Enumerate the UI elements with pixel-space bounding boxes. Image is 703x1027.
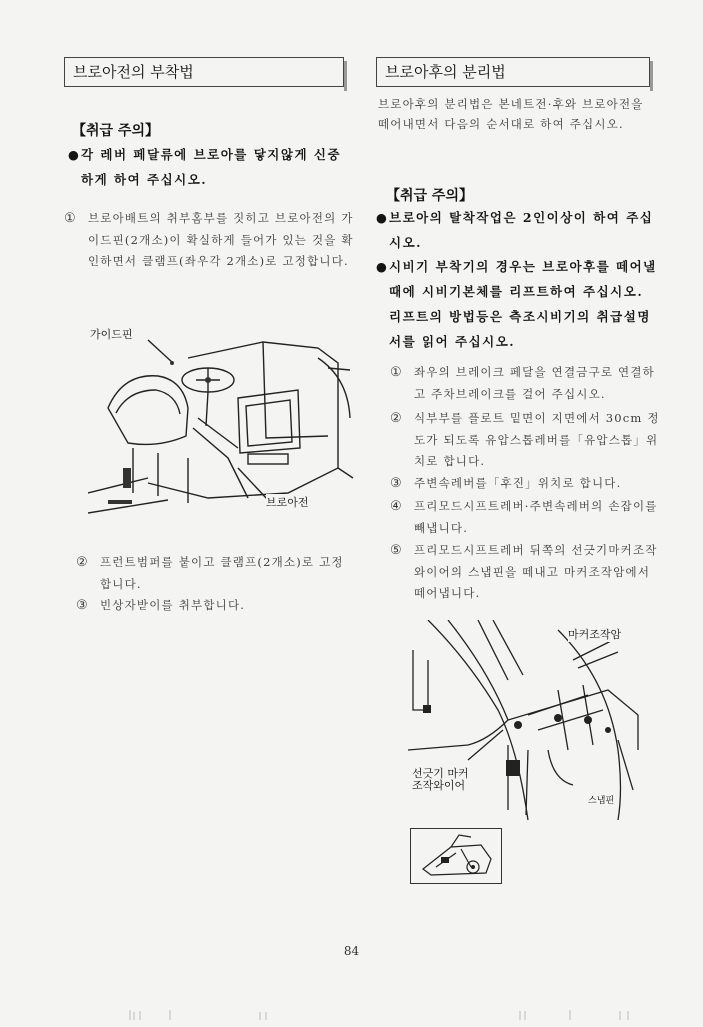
section-title-left: 브로아전의 부착법 [64, 57, 344, 87]
label-snap-pin: 스냅핀 [588, 793, 614, 806]
step-left-3: ③ 빈상자받이를 취부합니다. [76, 598, 246, 613]
step-right-2: ② 식부부를 플로트 밑면이 지면에서 30cm 정도가 되도록 유압스톱레버를「유압스톱」위치로 합니다. [390, 411, 660, 468]
caution-bullet-left-1: ● 각 레버 페달류에 브로아를 닿지않게 신중하게 하여 주십시오. [68, 142, 352, 192]
step-right-5: ⑤ 프리모드시프트레버 뒤쪽의 선긋기마커조작 와이어의 스냅핀을 떼내고 마커조작암에서 떼어냅니다. [390, 543, 658, 600]
caution-heading-left: 【취급 주의】 [72, 123, 159, 139]
step-left-2: ② 프런트범퍼를 붙이고 클램프(2개소)로 고정합니다. [76, 555, 344, 591]
section-title-right: 브로아후의 분리법 [376, 57, 650, 87]
step-right-3: ③ 주변속레버를「후진」위치로 합니다. [390, 476, 622, 491]
step-right-1: ① 좌우의 브레이크 페달을 연결금구로 연결하고 주차브레이크를 걸어 주십시오. [390, 365, 655, 401]
figure-marker-wire [408, 620, 658, 820]
label-blower-front: 브로아전 [266, 496, 309, 509]
bullet-dot: ● [376, 210, 389, 225]
figure-blower-front-installation [88, 318, 358, 530]
scan-footer-marks [100, 1008, 660, 1022]
label-marker-arm: 마커조작암 [568, 628, 622, 641]
step-left-1: ① 브로아배트의 취부홈부를 짓히고 브로아전의 가이드핀(2개소)이 확실하게 들어가 있는 것을 확인하면서 클램프(좌우각 2개소)로 고정합니다. [64, 211, 354, 268]
bullet-dot: ● [68, 147, 81, 162]
inset-machine-drawing [411, 829, 501, 883]
tractor-seat-drawing [88, 318, 358, 530]
page-number: 84 [343, 944, 360, 958]
caution-heading-right: 【취급 주의】 [386, 188, 473, 204]
bullet-dot: ● [376, 259, 389, 274]
label-guide-pin: 가이드핀 [90, 328, 133, 341]
caution-bullet-right-1: ● 브로아의 탈착작업은 2인이상이 하여 주십시오. [376, 205, 660, 255]
figure-inset-machine [410, 828, 502, 884]
step-right-4: ④ 프리모드시프트레버·주변속레버의 손잡이를 빼냅니다. [390, 499, 658, 535]
intro-paragraph: 브로아후의 분리법은 본네트전·후와 브로아전을 떼어내면서 다음의 순서대로 하여 주십시오. [378, 97, 644, 131]
label-marker-wire: 선긋기 마커 조작와이어 [412, 767, 469, 792]
caution-bullet-right-2: ● 시비기 부착기의 경우는 브로아후를 떼어낼때에 시비기본체를 리프트하여 주십시오. 리프트의 방법등은 측조시비기의 취급설명서를 읽어 주십시오. [376, 254, 660, 354]
